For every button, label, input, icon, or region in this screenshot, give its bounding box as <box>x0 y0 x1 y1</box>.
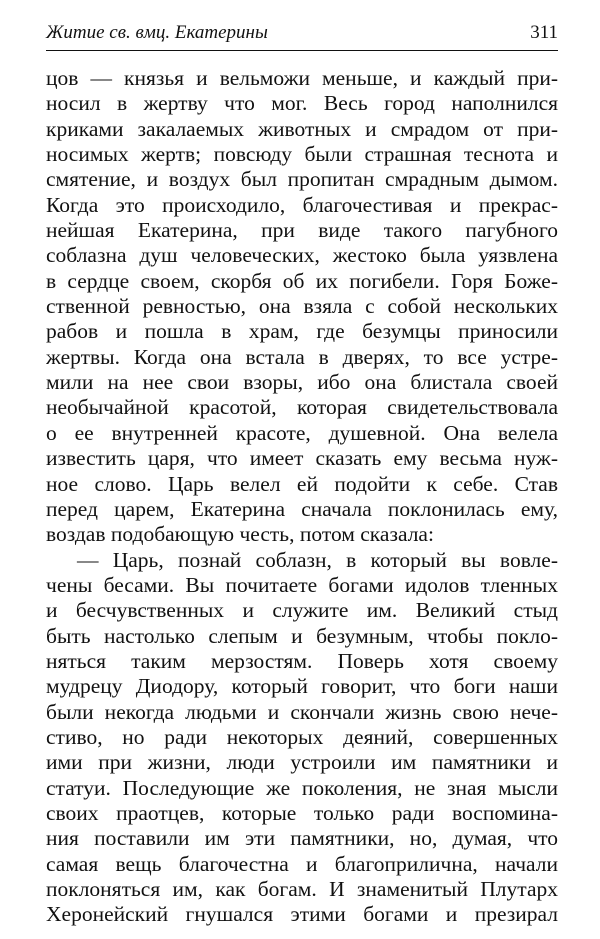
page-body-text <box>46 66 558 928</box>
text-line: ими при жизни, люди устроили им памятники и <box>46 750 558 775</box>
text-line: о ее внутренней красоте, душевной. Она велела <box>46 420 558 445</box>
text-line: носил в жертву что мог. Весь город наполнился <box>46 91 558 116</box>
text-line: мудрецу Диодору, который говорит, что боги наши <box>46 674 558 699</box>
text-line: перед царем, Екатерина сначала поклонилась ему, <box>46 496 558 521</box>
text-line: воздав подобающую честь, потом сказала: <box>46 522 434 547</box>
text-line: поклоняться им, как богам. И знаменитый Плутарх <box>46 877 558 901</box>
text-line: были некогда людьми и скончали жизнь свою нече- <box>46 699 558 724</box>
text-line: своих праотцев, которые только ради воспомина- <box>46 800 558 825</box>
text-line: нейшая Екатерина, при виде такого пагубного <box>46 218 558 243</box>
text-line: носимых жертв; повсюду были страшная теснота и <box>46 142 558 167</box>
running-header <box>46 20 558 51</box>
text-line: жертвы. Когда она встала в дверях, то все устре- <box>46 344 558 369</box>
text-line: смятение, и воздух был пропитан смрадным дымом. <box>46 167 558 192</box>
text-line: Херонейский гнушался этими богами и презирал <box>46 902 558 927</box>
text-line: статуи. Последующие же поколения, не зная мысли <box>46 775 558 800</box>
text-line: криками закалаемых животных и смрадом от при- <box>46 116 558 141</box>
text-line: самая вещь благочестна и благоприлична, начали <box>46 851 558 876</box>
text-line: чены бесами. Вы почитаете богами идолов тленных <box>46 572 558 597</box>
text-line: ное слово. Царь велел ей подойти к себе. Став <box>46 471 558 496</box>
running-title: Житие св. вмц. Екатерины <box>46 22 268 43</box>
text-line: стиво, но ради некоторых деяний, совершенных <box>46 724 558 749</box>
text-line: известить царя, что имеет сказать ему весьма нуж- <box>46 446 558 471</box>
text-line: и бесчувственных и служите им. Великий стыд <box>46 598 558 623</box>
text-line: ния поставили им эти памятники, но, думая, что <box>46 826 558 851</box>
text-line: ственной ревностью, она взяла с собой нескольких <box>46 294 558 319</box>
text-line: Когда это происходило, благочестивая и прекрас- <box>46 192 558 217</box>
text-line: быть настолько слепым и безумным, чтобы покло- <box>46 623 558 648</box>
page-number: 311 <box>530 22 558 43</box>
text-line: в сердце своем, скорбя об их погибели. Горя Боже- <box>46 268 558 293</box>
text-line: рабов и пошла в храм, где безумцы приносили <box>46 319 558 344</box>
text-line: цов — князья и вельможи меньше, и каждый при- <box>46 66 558 90</box>
text-line: мили на нее свои взоры, ибо она блистала своей <box>46 370 558 395</box>
text-line: соблазна душ человеческих, жестоко была уязвлена <box>46 243 558 268</box>
text-line: няться таким мерзостям. Поверь хотя своему <box>46 648 558 673</box>
text-line: — Царь, познай соблазн, в который вы вовле- <box>77 547 558 572</box>
text-line: необычайной красотой, которая свидетельствовала <box>46 395 558 420</box>
